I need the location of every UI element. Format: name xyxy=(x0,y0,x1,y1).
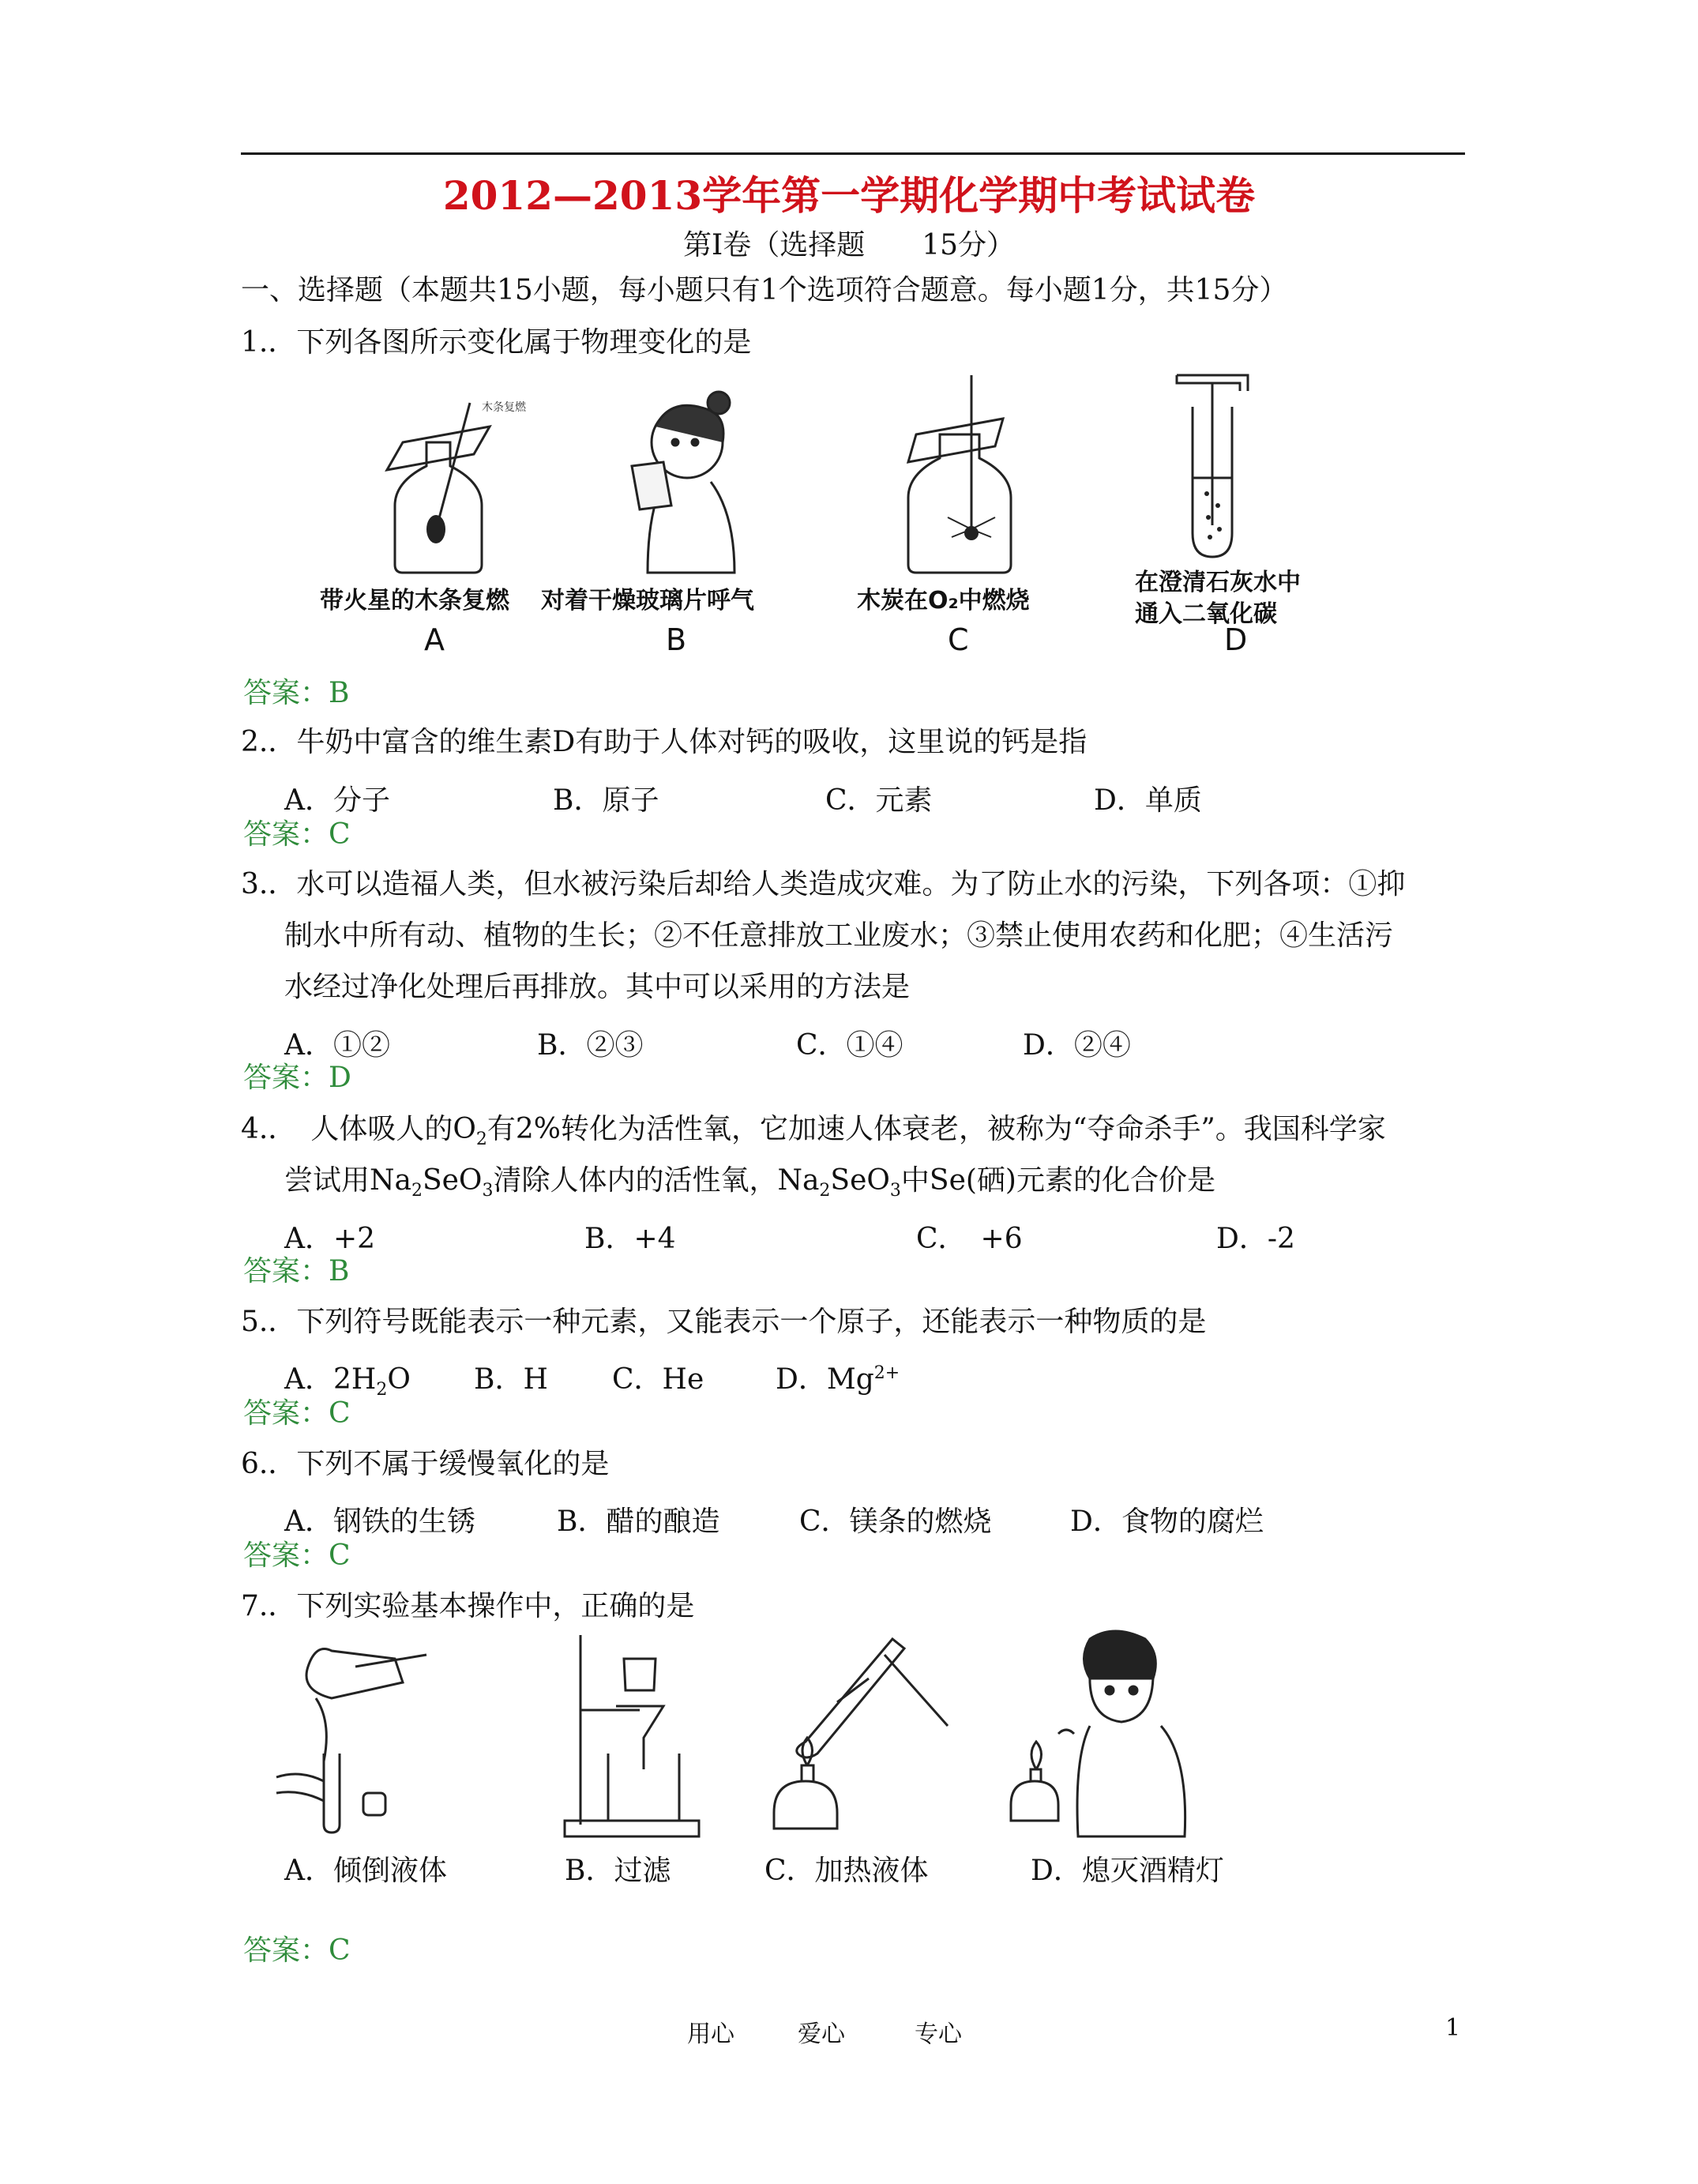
q1-caption-d-2: 通入二氧化碳 xyxy=(1135,600,1277,628)
q2-option-b: B．原子 xyxy=(553,784,659,817)
heating-liquid-icon xyxy=(758,1623,956,1836)
bottle-splint-icon xyxy=(379,395,526,577)
paper-subtitle: 第Ⅰ卷（选择题 15分） xyxy=(682,229,1016,261)
q2-option-c: C．元素 xyxy=(825,784,933,817)
q5-option-b: B．H xyxy=(474,1363,548,1396)
footer-word-1: 用心 xyxy=(687,2020,734,2048)
answer-6: 答案：C xyxy=(243,1539,351,1572)
footer-word-2: 爱心 xyxy=(798,2020,845,2048)
q4-option-c: C． +6 xyxy=(916,1223,1023,1255)
q2-option-d: D．单质 xyxy=(1094,784,1202,817)
question-4-line-2: 尝试用$Na_2SeO_3$清除人体内的活性氧，$Na_2SeO_3$中Se(硒)元素的化合价是 xyxy=(284,1164,1215,1201)
q2-option-a: A．分子 xyxy=(284,784,390,817)
q3-option-a: A．①② xyxy=(284,1029,390,1062)
answer-2: 答案：C xyxy=(243,818,351,851)
q6-option-c: C．镁条的燃烧 xyxy=(799,1505,992,1538)
q6-option-a: A．钢铁的生锈 xyxy=(284,1505,475,1538)
q1-letter-b: B xyxy=(666,622,687,657)
q1-caption-d-1: 在澄清石灰水中 xyxy=(1135,569,1301,596)
answer-3: 答案：D xyxy=(243,1062,351,1094)
section-heading: 一、选择题（本题共15小题，每小题只有1个选项符合题意。每小题1分，共15分） xyxy=(241,274,1288,306)
q5-option-d: D．$Mg^{2+}$ xyxy=(776,1363,900,1396)
footer-word-3: 专心 xyxy=(915,2020,962,2048)
question-3-line-1: 3.．水可以造福人类，但水被污染后却给人类造成灾难。为了防止水的污染，下列各项：①抑 xyxy=(241,868,1406,900)
q4-option-d: D．-2 xyxy=(1216,1223,1295,1255)
q1-caption-a: 带火星的木条复燃 xyxy=(320,587,509,615)
q6-option-b: B．醋的酿造 xyxy=(557,1505,720,1538)
q7-caption-d: D．熄灭酒精灯 xyxy=(1031,1855,1224,1887)
q4-option-a: A．+2 xyxy=(284,1223,376,1255)
question-1-stem: 1.．下列各图所示变化属于物理变化的是 xyxy=(241,326,752,359)
question-6-stem: 6.．下列不属于缓慢氧化的是 xyxy=(241,1448,610,1480)
q1-letter-c: C xyxy=(948,622,969,657)
question-7-stem: 7.．下列实验基本操作中，正确的是 xyxy=(241,1590,695,1622)
q3-option-d: D．②④ xyxy=(1023,1029,1131,1062)
test-tube-icon xyxy=(1169,367,1264,565)
q6-option-d: D．食物的腐烂 xyxy=(1070,1505,1264,1538)
q4-option-b: B．+4 xyxy=(584,1223,676,1255)
q1-caption-c: 木炭在O₂中燃烧 xyxy=(857,587,1030,615)
exam-title: 2012—2013学年第一学期化学期中考试试卷 xyxy=(442,172,1256,219)
q1-letter-a: A xyxy=(424,622,445,657)
q7-caption-b: B．过滤 xyxy=(565,1855,671,1887)
svg-text:木条复燃: 木条复燃 xyxy=(482,401,526,414)
answer-7: 答案：C xyxy=(243,1934,351,1967)
q5-option-c: C．He xyxy=(612,1363,704,1396)
q1-letter-d: D xyxy=(1224,622,1248,657)
q7-caption-a: A．倾倒液体 xyxy=(284,1855,447,1887)
header-rule xyxy=(241,152,1465,155)
pouring-liquid-icon xyxy=(269,1635,450,1833)
q5-option-a: A．$2H_2O$ xyxy=(284,1363,411,1400)
bottle-charcoal-icon xyxy=(885,371,1042,577)
question-4-line-1: 4.． 人体吸人的$O_2$有2%转化为活性氧，它加速人体衰老，被称为“夺命杀手”。我国科学家 xyxy=(241,1113,1386,1150)
girl-breathing-icon xyxy=(600,387,758,577)
filtration-icon xyxy=(561,1627,711,1840)
answer-1: 答案：B xyxy=(243,677,350,709)
answer-4: 答案：B xyxy=(243,1255,350,1287)
question-3-line-2: 制水中所有动、植物的生长；②不任意排放工业废水；③禁止使用农药和化肥；④生活污 xyxy=(284,919,1394,952)
q7-caption-c: C．加热液体 xyxy=(764,1855,929,1887)
q1-caption-b: 对着干燥玻璃片呼气 xyxy=(541,587,754,615)
q3-option-b: B．②③ xyxy=(537,1029,644,1062)
question-5-stem: 5.．下列符号既能表示一种元素，又能表示一个原子，还能表示一种物质的是 xyxy=(241,1306,1207,1338)
q3-option-c: C．①④ xyxy=(796,1029,903,1062)
answer-5: 答案：C xyxy=(243,1397,351,1430)
boy-blowing-lamp-icon xyxy=(1003,1623,1208,1836)
question-3-line-3: 水经过净化处理后再排放。其中可以采用的方法是 xyxy=(284,971,911,1003)
page-number: 1 xyxy=(1445,2014,1461,2042)
question-2-stem: 2.．牛奶中富含的维生素D有助于人体对钙的吸收，这里说的钙是指 xyxy=(241,726,1088,758)
